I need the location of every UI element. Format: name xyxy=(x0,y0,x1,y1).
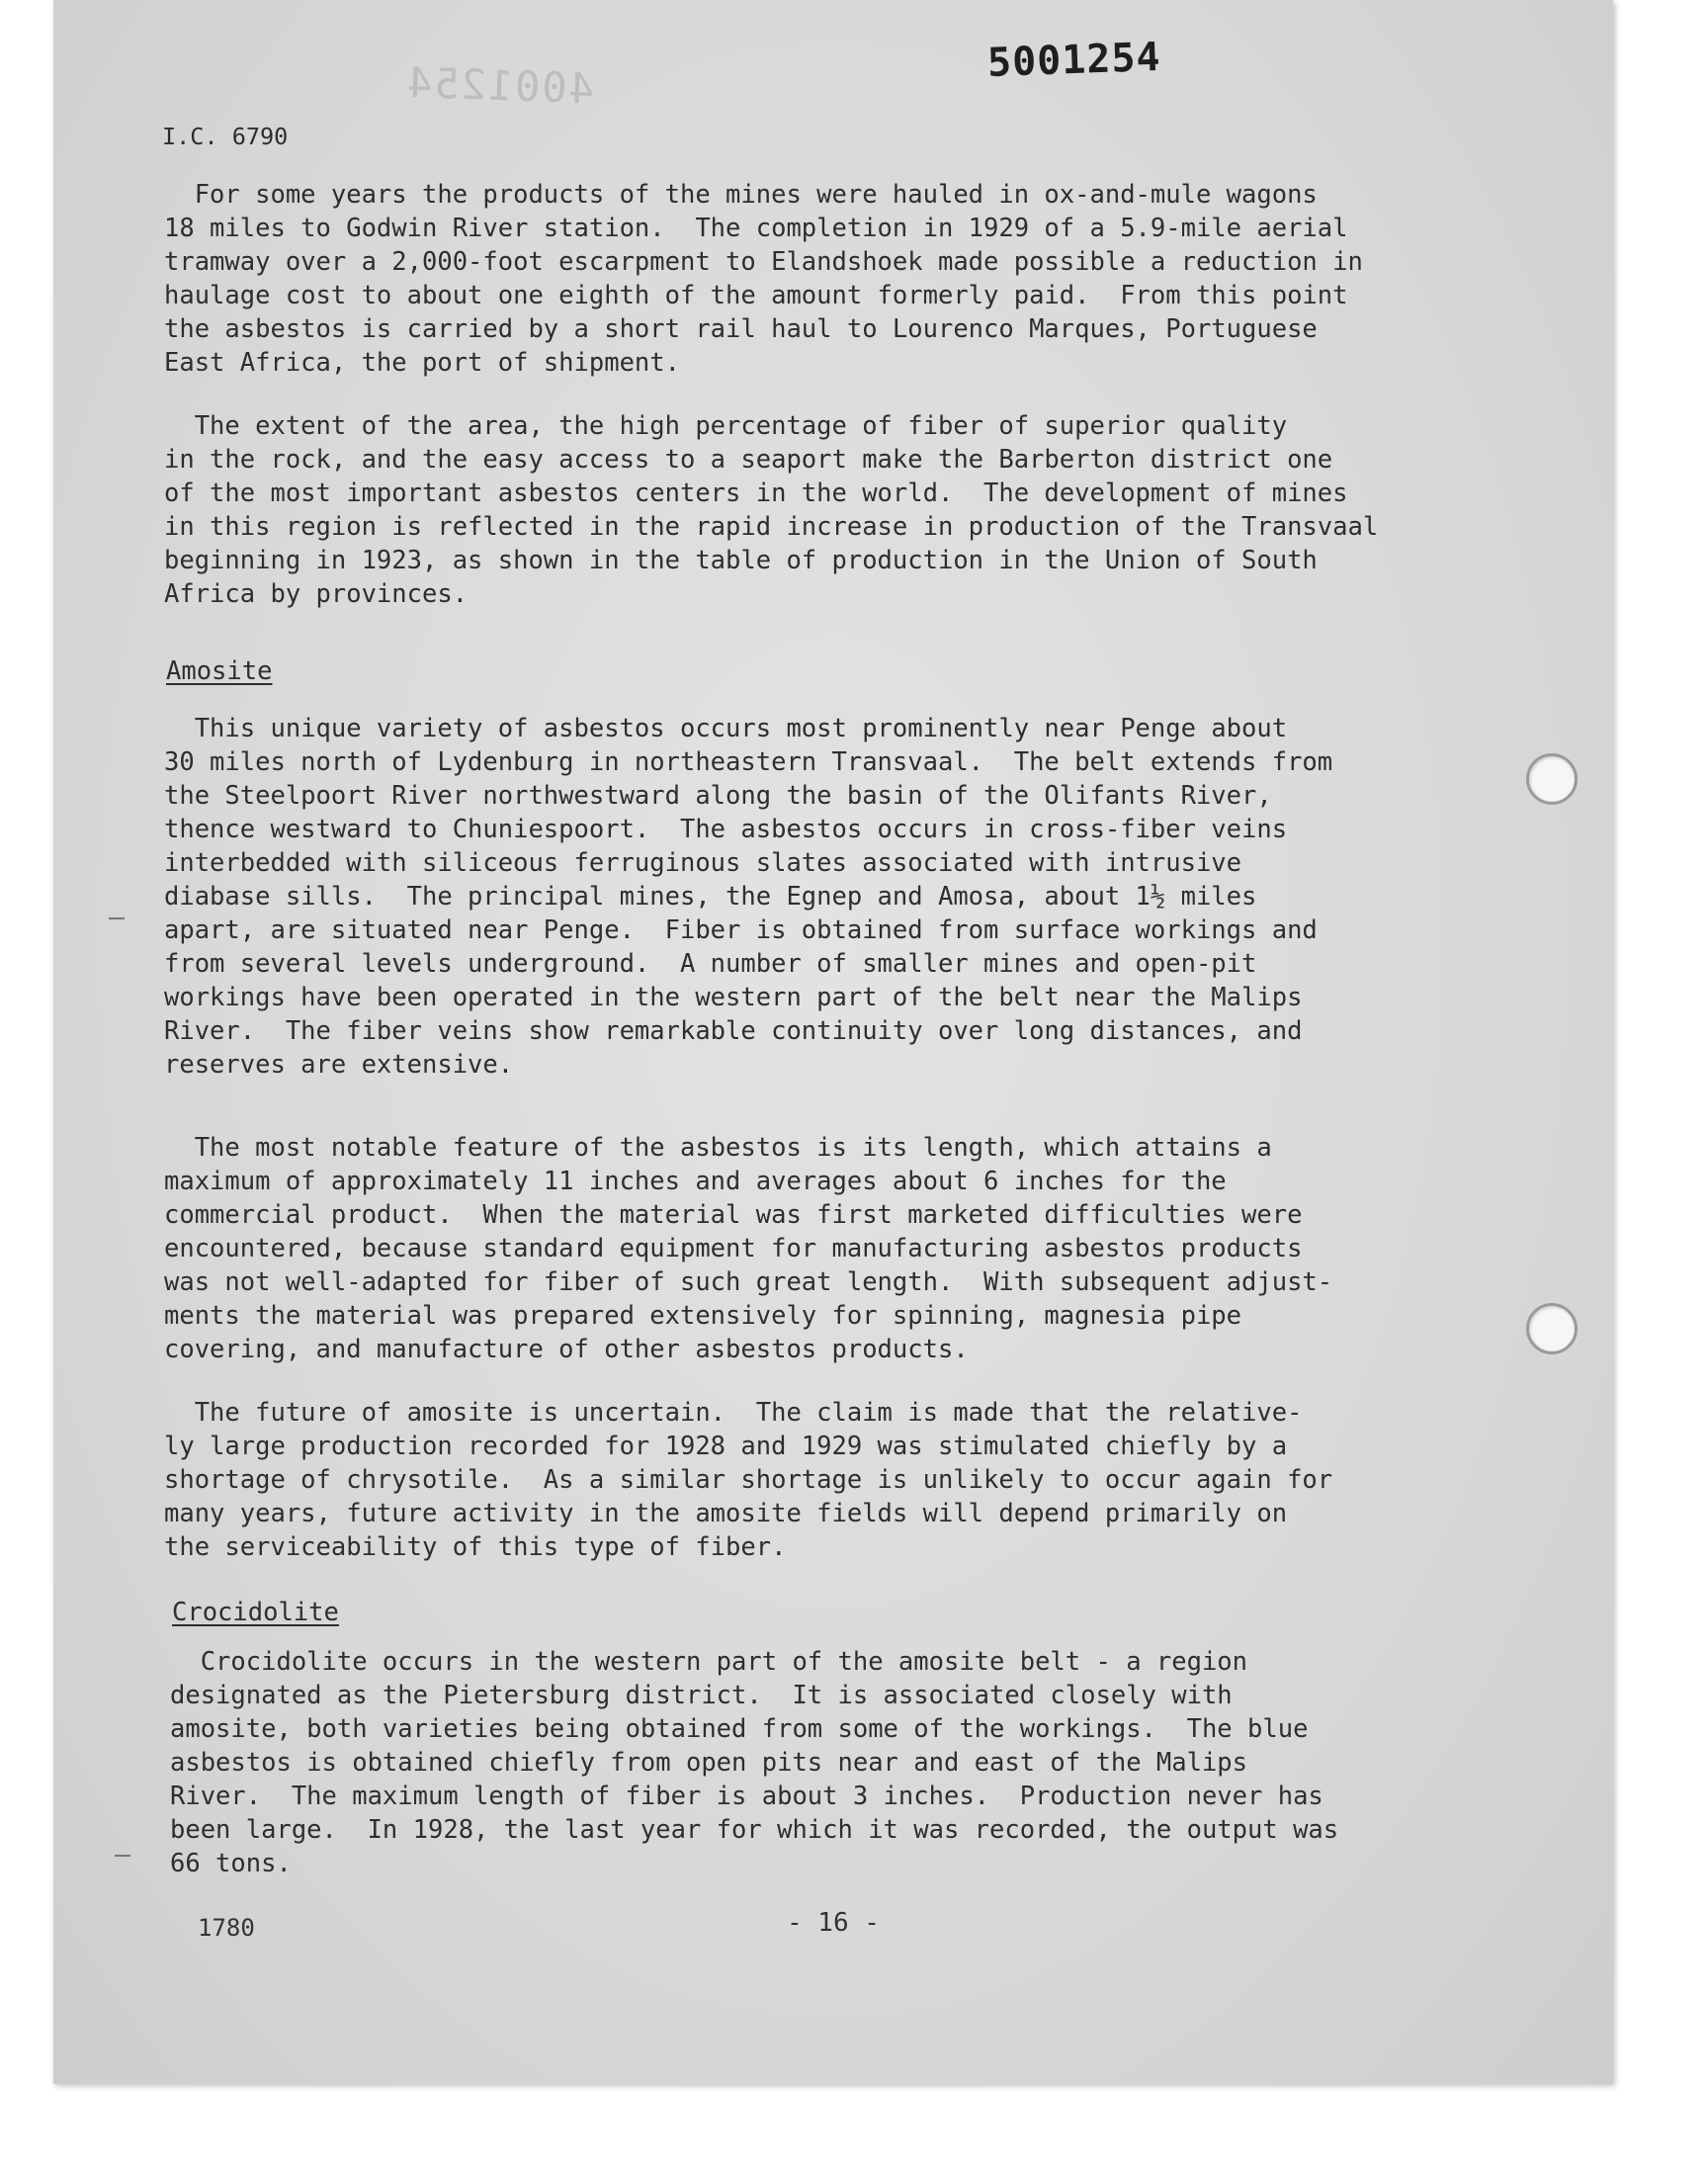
heading-crocidolite: Crocidolite xyxy=(172,1598,339,1627)
paragraph-crocidolite: Crocidolite occurs in the western part of the amosite belt - a region designated as the Pietersburg district. It is associated closely with amosite, both varieties being obtained from some of the workings. The blue asbestos is obtained chiefly from open pits near and east of the Malips River. The maximum length of fiber is about 3 inches. Production never has been large. In 1928, the last year for which it was recorded, the output was 66 tons. xyxy=(170,1647,1339,1878)
paragraph-amosite-future: The future of amosite is uncertain. The claim is made that the relative- ly large production recorded for 1928 and 1929 was stimulated chiefly by a shortage of chrysotile. As a similar shortage is unlikely to occur again for many years, future activity in the amosite fields will depend primarily on the serviceability of this type of fiber. xyxy=(164,1398,1333,1562)
paragraph-transport: For some years the products of the mines were hauled in ox-and-mule wagons 18 miles to Godwin River station. The completion in 1929 of a 5.9-mile aerial tramway over a 2,000-foot escarpment to Elandshoek made possible a reduction in haulage cost to about one eighth of the amount formerly paid. From this point the asbestos is carried by a short rail haul to Lourenco Marques, Portuguese East Africa, the port of shipment. xyxy=(164,180,1363,378)
heading-amosite: Amosite xyxy=(166,656,273,686)
paragraph-barberton: The extent of the area, the high percentage of fiber of superior quality in the rock, and the easy access to a seaport make the Barberton district one of the most important asbestos centers in the world. The development of mines in this region is reflected in the rapid increase in production of the Transvaal beginning in 1923, as shown in the table of production in the Union of South Africa by provinces. xyxy=(164,411,1379,609)
margin-mark xyxy=(115,1855,130,1857)
punch-hole-upper xyxy=(1526,753,1578,805)
punch-hole-lower xyxy=(1526,1303,1578,1354)
footer-reference-number: 1780 xyxy=(198,1914,255,1942)
series-id: I.C. 6790 xyxy=(162,123,289,150)
margin-mark xyxy=(109,917,125,919)
bleed-through-stamp: 4001254 xyxy=(404,57,595,114)
document-stamp-number: 5001254 xyxy=(986,34,1162,87)
paragraph-amosite-length: The most notable feature of the asbestos is its length, which attains a maximum of approximately 11 inches and averages about 6 inches for the commercial product. When the material was first marketed difficulties were encountered, because standard equipment for manufacturing asbestos products was not well-adapted for fiber of such great length. With subsequent adjust- ments the material was prepared extensively for spinning, magnesia pipe covering, and manufacture of other asbestos products. xyxy=(164,1133,1333,1364)
document-page xyxy=(53,0,1613,2084)
page-number: - 16 - xyxy=(787,1908,880,1938)
paragraph-amosite-occurrence: This unique variety of asbestos occurs most prominently near Penge about 30 miles north of Lydenburg in northeastern Transvaal. The belt extends from the Steelpoort River northwestward along the basin of the Olifants River, thence westward to Chuniespoort. The asbestos occurs in cross-fiber veins interbedded with siliceous ferruginous slates associated with intrusive diabase sills. The principal mines, the Egnep and Amosa, about 1½ miles apart, are situated near Penge. Fiber is obtained from surface workings and from several levels underground. A number of smaller mines and open-pit workings have been operated in the western part of the belt near the Malips River. The fiber veins show remarkable continuity over long distances, and reserves are extensive. xyxy=(164,714,1333,1080)
